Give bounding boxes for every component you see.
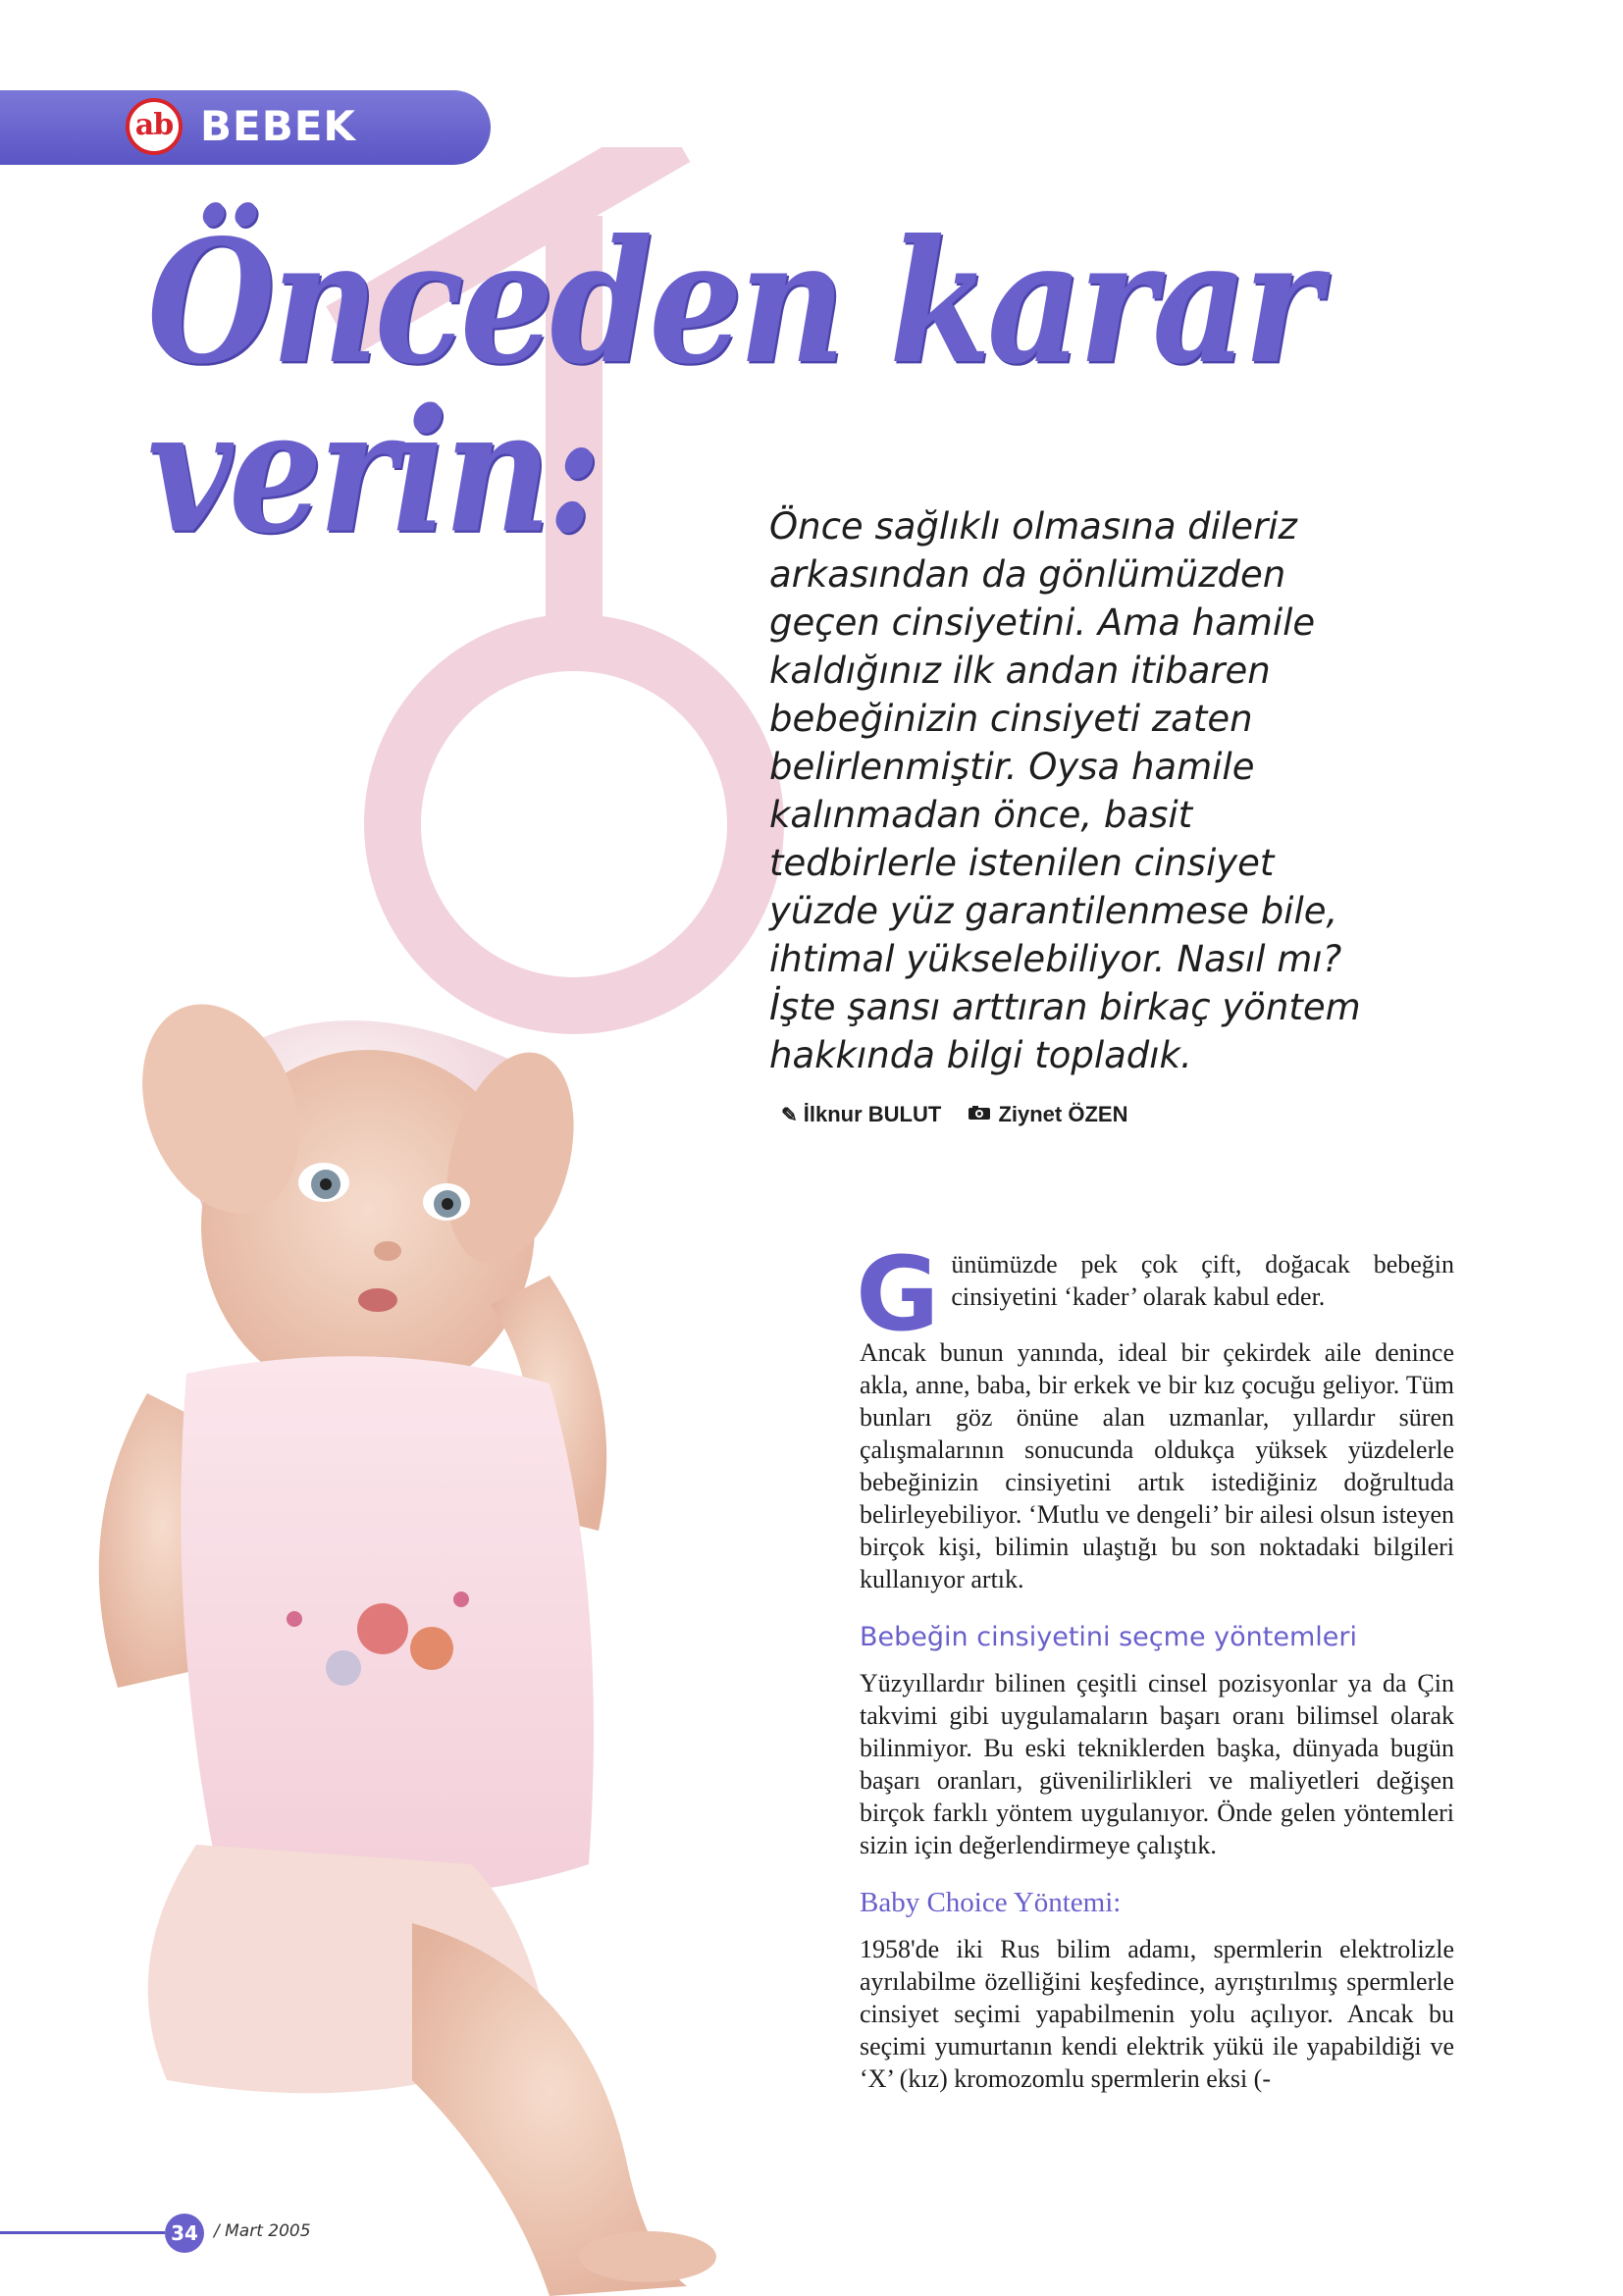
drop-cap: G — [856, 1234, 940, 1354]
pencil-icon: ✎ — [781, 1104, 798, 1126]
photographer-name: Ziynet ÖZEN — [998, 1102, 1128, 1127]
footer-rule — [0, 2231, 165, 2234]
section-label: BEBEK — [200, 102, 356, 150]
camera-icon — [969, 1106, 990, 1120]
lead-paragraph — [856, 1234, 1454, 1354]
subheading-methods: Bebeğin cinsiyetini seçme yöntemleri — [860, 1622, 1357, 1652]
baby-photo — [0, 981, 942, 2296]
magazine-logo: ab — [126, 98, 183, 155]
subheading-baby-choice: Baby Choice Yöntemi: — [860, 1887, 1122, 1918]
author-name: İlknur BULUT — [803, 1102, 942, 1127]
paragraph-1: Ancak bunun yanında, ideal bir çekirdek aile denince akla, anne, baba, bir erkek ve bir kız çocuğu geliyor. Tüm bunları göz önüne alan uzmanlar, yıllardır süren çalışmalarının sonucunda oldukça yüksek yüzdelerle bebeğinizin cinsiyetini artık istediğiniz doğrultuda belirleyebiliyor. ‘Mutlu ve dengeli’ bir ailesi olsun isteyen birçok kişi, bilimin ulaştığı bu son noktadaki bilgileri kullanıyor artık. — [860, 1338, 1454, 1593]
intro-paragraph: Önce sağlıklı olmasına dileriz arkasından da gönlümüzden geçen cinsiyetini. Ama hamile kaldığınız ilk andan itibaren bebeğinizin cinsiyeti zaten belirlenmiştir. Oysa hamile kalınmadan önce, basit tedbirlerle istenilen cinsiyet yüzde yüz garantilenmese bile, ihtimal yükselebiliyor. Nasıl mı? İşte şansı arttıran birkaç yöntem hakkında bilgi topladık. — [769, 505, 1361, 1076]
paragraph-2: Yüzyıllardır bilinen çeşitli cinsel pozisyonlar ya da Çin takvimi gibi uygulamaların başarı oranı bilimsel olarak bilinmiyor. Bu eski tekniklerden başka, dünyada bugün başarı oranları, güvenilirlikleri ve maliyetleri değişen birçok farklı yöntem uygulanıyor. Önde gelen yöntemleri sizin için değerlendirmeye çalıştık. — [860, 1669, 1454, 1859]
lead-text: ünümüzde pek çok çift, doğacak bebeğin cinsiyetini ‘kader’ olarak kabul eder. — [951, 1250, 1454, 1311]
page-title: Önceden karar verin: — [147, 203, 1318, 571]
issue-date: / Mart 2005 — [214, 2221, 311, 2241]
page-number: 34 — [165, 2214, 204, 2253]
article-body — [856, 1234, 1454, 2107]
paragraph-3: 1958'de iki Rus bilim adamı, spermlerin elektrolizle ayrılabilme özelliğini keşfedince, ayrıştırılmış spermlerle cinsiyet seçimi yapabilmenin yolu açılıyor. Ancak bu seçimi yumurtanın kendi elektrik yükü ile yapabildiği ve ‘X’ (kız) kromozomlu spermlerin eksi (- — [860, 1935, 1454, 2093]
